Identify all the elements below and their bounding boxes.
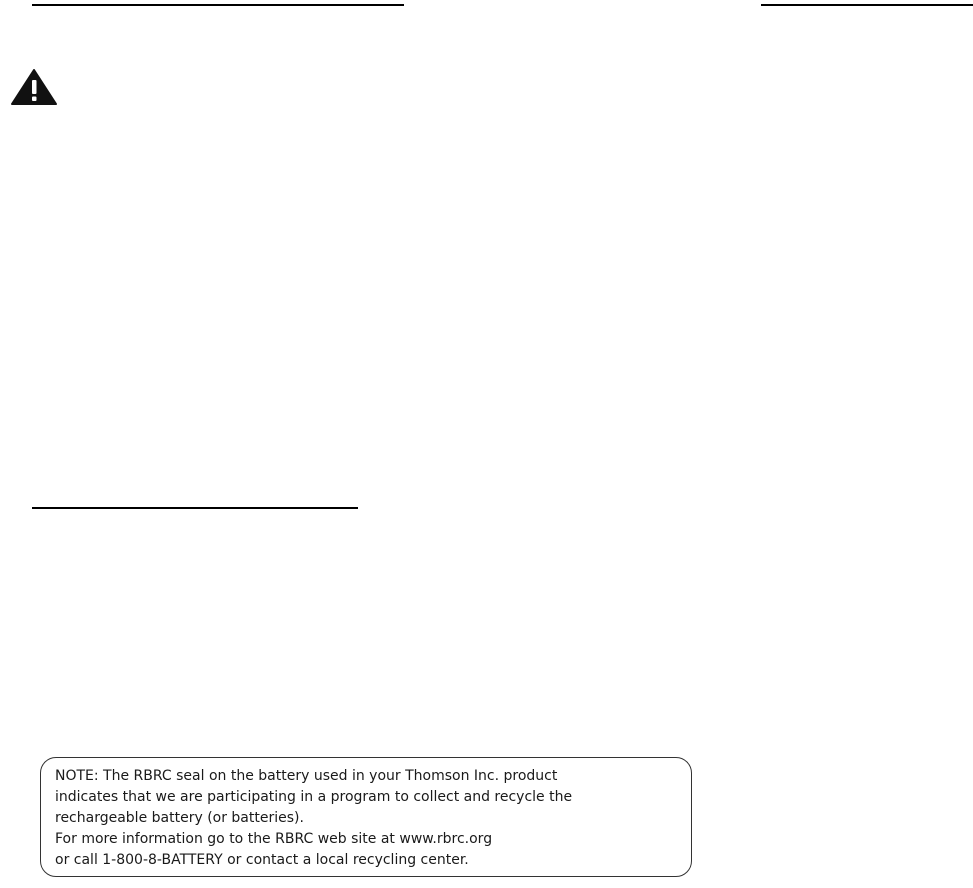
warning-triangle-icon: [10, 68, 58, 106]
note-line-4: For more information go to the RBRC web site at www.rbrc.org: [55, 831, 493, 847]
note-line-2: indicates that we are participating in a program to collect and recycle the: [55, 789, 573, 805]
section-divider: [32, 507, 358, 509]
rbrc-note-box: [40, 757, 692, 877]
top-right-divider: [761, 4, 973, 6]
top-left-divider: [32, 4, 404, 6]
note-line-1: NOTE: The RBRC seal on the battery used in your Thomson Inc. product: [55, 768, 558, 784]
note-line-5: or call 1-800-8-BATTERY or contact a local recycling center.: [55, 852, 469, 868]
note-line-3: rechargeable battery (or batteries).: [55, 810, 304, 826]
